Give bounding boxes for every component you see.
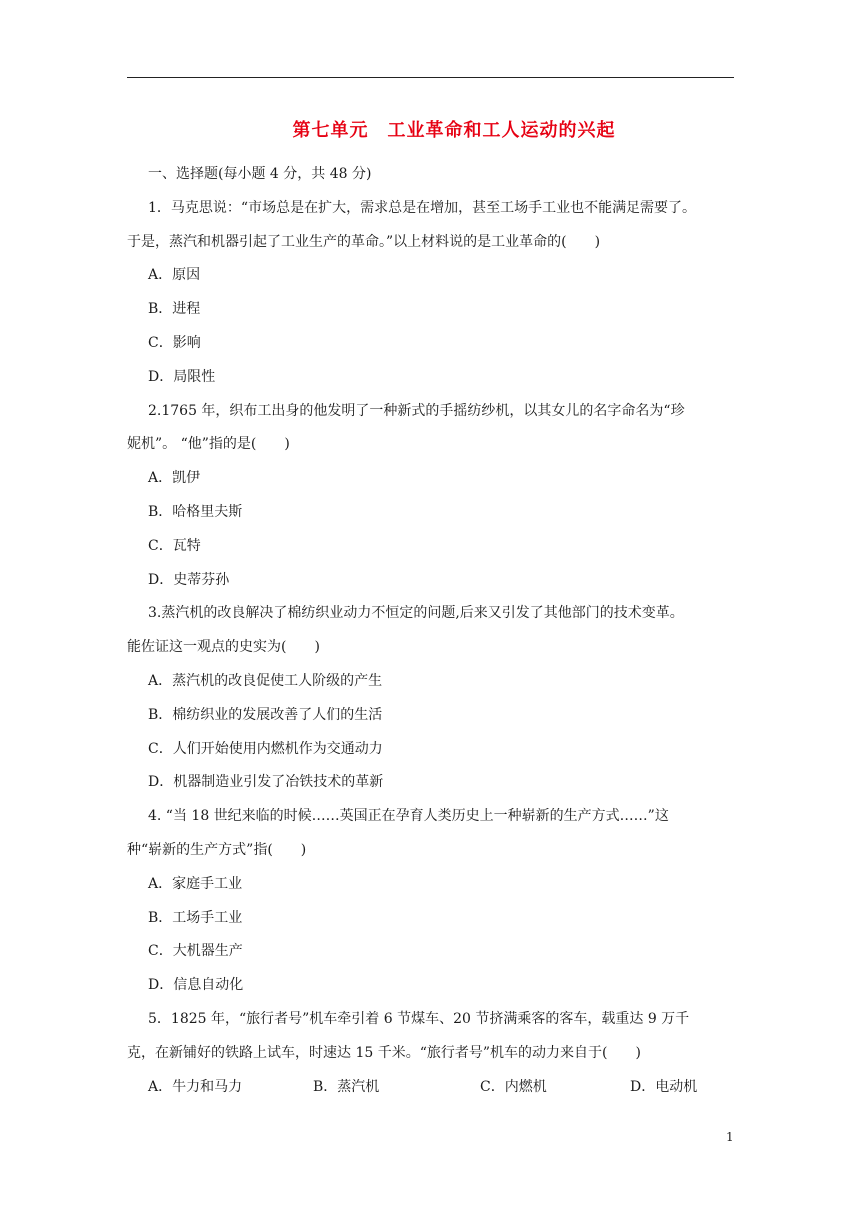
option-c: C．人们开始使用内燃机作为交通动力	[148, 740, 383, 757]
option-a: A．牛力和马力	[148, 1078, 243, 1095]
option-b: B．进程	[148, 301, 201, 318]
question-line: 3.蒸汽机的改良解决了棉纺织业动力不恒定的问题,后来又引发了其他部门的技术变革。	[148, 605, 684, 622]
option-b: B．棉纺织业的发展改善了人们的生活	[148, 706, 383, 723]
question-line: 克，在新铺好的铁路上试车，时速达 15 千米。“旅行者号”机车的动力来自于( )	[127, 1044, 641, 1061]
question-line: 于是，蒸汽和机器引起了工业生产的革命。”以上材料说的是工业革命的( )	[127, 233, 601, 250]
question-line: 妮机”。 “他”指的是( )	[127, 436, 290, 453]
option-a: A．家庭手工业	[148, 875, 243, 892]
option-b: B．工场手工业	[148, 909, 243, 926]
question-line: 能佐证这一观点的史实为( )	[127, 639, 320, 656]
option-d: D．信息自动化	[148, 977, 244, 994]
option-a: A．蒸汽机的改良促使工人阶级的产生	[148, 672, 383, 689]
option-a: A．原因	[148, 267, 201, 284]
question-line: 5．1825 年，“旅行者号”机车牵引着 6 节煤车、20 节挤满乘客的客车，载重达 9 万千	[148, 1010, 690, 1027]
option-b: B．蒸汽机	[313, 1078, 380, 1095]
question-2	[127, 395, 737, 598]
page-number: 1	[726, 1130, 734, 1144]
option-b: B．哈格里夫斯	[148, 503, 243, 520]
question-4	[127, 800, 737, 1003]
option-d: D．机器制造业引发了冶铁技术的革新	[148, 774, 384, 791]
option-c: C．内燃机	[480, 1078, 547, 1095]
question-line: 2.1765 年，织布工出身的他发明了一种新式的手摇纺纱机，以其女儿的名字命名为“珍	[148, 402, 685, 419]
options-row	[127, 1071, 737, 1105]
question-1	[127, 192, 737, 395]
question-3	[127, 597, 737, 800]
option-a: A．凯伊	[148, 470, 201, 487]
option-c: C．影响	[148, 334, 201, 351]
question-body	[127, 158, 737, 1104]
question-line: 1．马克思说：“市场总是在扩大，需求总是在增加，甚至工场手工业也不能满足需要了。	[148, 199, 697, 216]
option-d: D．局限性	[148, 368, 216, 385]
section-header: 一、选择题(每小题 4 分，共 48 分)	[148, 166, 372, 182]
option-c: C．瓦特	[148, 537, 201, 554]
option-d: D．电动机	[630, 1078, 698, 1095]
question-line: 种“崭新的生产方式”指( )	[127, 841, 307, 858]
option-d: D．史蒂芬孙	[148, 571, 230, 588]
header-rule	[127, 77, 734, 78]
question-5	[127, 1003, 737, 1104]
option-c: C．大机器生产	[148, 943, 243, 960]
question-line: 4. “当 18 世纪来临的时候……英国正在孕育人类历史上一种崭新的生产方式……”这	[148, 808, 669, 825]
unit-title: 第七单元 工业革命和工人运动的兴起	[292, 120, 616, 141]
